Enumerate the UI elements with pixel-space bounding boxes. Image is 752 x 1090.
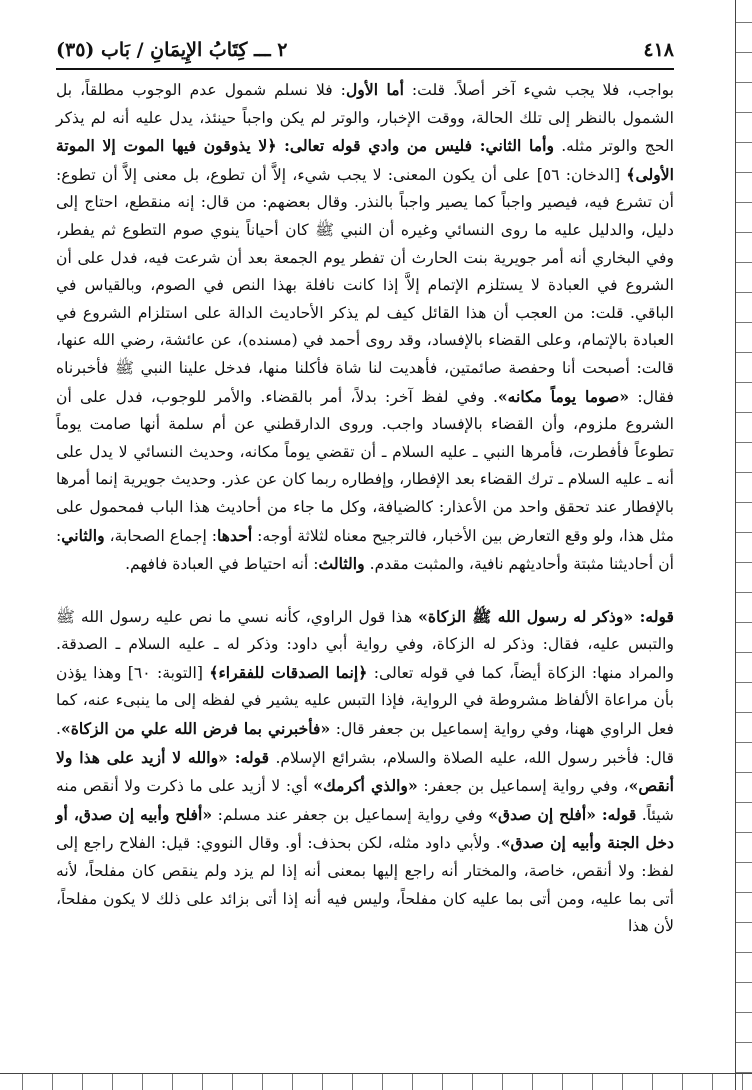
page-number: ٤١٨ [643,39,674,61]
text-segment: وفي رواية إسماعيل بن جعفر عند مسلم: [212,805,489,824]
page-header [56,38,674,62]
text-segment: بواجب، فلا يجب شيء آخر أصلاً. قلت: [403,81,674,99]
text-segment: . وفي لفظ آخر: بدلاً، أمر بالقضاء. والأمر للوجوب، فدل على أن الشروع ملزوم، وأن القضاء بالإفساد واجب. وروى الدارقطني عن أم سلمة أنها صامت يوماً تطوعاً فأفطرت، فأمرها النبي ـ عليه السلام ـ أن تقضي يوماً مكانه، وحديث النسائي لا يدل على أنه ـ عليه السلام ـ ترك القضاء بعد الإفطار، وإفطاره ربما كان عن عذر. وحديث جويرية إنما أمرها بالإفطار عند تحقق واحد من الأعذار: كالضيافة، وكل ما جاء من أحاديث هذا الباب فمحمول على مثل هذا، ولو وقع التعارض بين الأخبار، فالترجيح معناه لثلاثة أوجه: [56,387,675,545]
text-segment: . قال: فأخبر رسول الله، عليه الصلاة والسلام، بشرائع الإسلام. [56,720,674,767]
text-segment: ، وفي رواية إسماعيل بن جعفر: [417,777,629,796]
quran-quote: ﴿إنما الصدقات للفقراء﴾ [209,662,368,682]
text-segment: [الدخان: ٥٦] على أن يكون المعنى: لا يجب شيء، إلاَّ أن تطوع، بل معنى إلاَّ أن تطوع: أن تشرع فيه، فيصير واجباً كما يصير واجباً بالنذر. وقال بعضهم: من قال: إنه منقطع، احتاج إلى دليل، والدليل عليه ما روى النسائي وغيره أن النبي ﷺ كان أحياناً ينوي صوم التطوع ثم يفطر، وفي البخاري أنه أمر جويرية بنت الحارث أن تفطر يوم الجمعة بعد أن شرعت فيه، فدل على أن الشروع في العبادة لا يستلزم الإتمام إلاَّ إذا كانت نافلة بهذا النص في الصوم، وبالقياس في الباقي. قلت: من العجب أن هذا القائل كيف لم يذكر الأحاديث الدالة على استلزام الشروع في العبادة بالإتمام، وعلى القضاء بالإفساد، وقد روى أحمد في (مسنده)، عن عائشة، رضي الله عنها، قالت: أصبحت أنا وحفصة صائمتين، فأهديت لنا شاة فأكلنا منها، فدخل علينا النبي ﷺ فأخبرناه فقال: [56,165,675,406]
section-heading: والثاني [61,525,105,545]
hadith-quote: «والذي أكرمك» [313,776,418,796]
header-rule [56,68,674,70]
text-segment: هذا قول الراوي، كأنه نسي ما نص عليه رسول الله ﷺ والتبس عليه، فقال: وذكر له الزكاة، وفي رواية أبي داود: وذكر له ـ عليه السلام ـ الصدقة. والمراد منها: الزكاة أيضاً، كما في قوله تعالى: [56,607,675,682]
text-segment: أي: لا أزيد على ما ذكرت ولا أنقص منه شيئاً. [56,777,674,824]
section-heading: أحدها [217,525,253,545]
text-segment: : أن أحاديثنا مثبتة وأحاديثهم نافية، والمثبت مقدم. [56,526,674,574]
running-title: ٢ ـــ كِتَابُ الإِيمَانِ / بَاب (٣٥) [56,39,288,61]
hadith-quote: قوله: «والله لا أزيد على هذا ولا أنقص» [56,747,675,796]
section-heading: أما الأول [345,80,404,99]
hadith-quote: قوله: «أفلح إن صدق» [488,804,637,824]
ornamental-border-right [735,0,752,1090]
hadith-quote: «أفلح وأبيه إن صدق، أو دخل الجنة وأبيه إن صدق» [56,804,674,853]
hadith-quote: «فأخبرني بما فرض الله علي من الزكاة» [60,719,331,739]
paragraph-commentary-1 [56,76,674,579]
text-segment: [التوبة: ٦٠] وهذا يؤذن بأن مراعاة الألفاظ مشروطة في الرواية، فإذا التبس عليه يشير في لفظه إلى ما ينبىء عنه، كما فعل الراوي ههنا، وفي رواية إسماعيل بن جعفر قال: [56,663,674,739]
text-segment: : فلا نسلم شمول عدم الوجوب مطلقاً، بل الشمول بالنظر إلى تلك الحالة، ووقت الإخبار، والوتر لم يكن واجباً حينئذ، يدل عليه أنه لم يذكر الحج والوتر مثله. [56,81,674,156]
hadith-quote: قوله: «وذكر له رسول الله ﷺ الزكاة» [418,606,675,626]
section-heading: والثالث [318,554,365,574]
text-segment: . ولأبي داود مثله، لكن بحذف: أو. وقال النووي: قيل: الفلاح راجع إلى لفظ: ولا أنقص، خاصة، والمختار أنه راجع إليها بمعنى أنه إذا لم يزد ولم ينقص كان مفلحاً، لأنه أتى بما عليه، ومن أتى بما عليه كان مفلحاً، وليس فيه أنه إذا أتى بزائد على ذلك لا يكون مفلحاً، لأن هذا [56,834,674,936]
paragraph-commentary-2 [56,603,674,941]
quran-quote: : فليس من وادي قوله تعالى: ﴿لا يذوقون فيها الموت إلا الموتة الأولى﴾ [56,136,674,184]
text-segment: : أنه احتياط في العبادة فافهم. [125,555,319,574]
hadith-quote: «صوما يوماً مكانه» [497,386,630,406]
page-body [56,76,674,941]
text-segment: : إجماع الصحابة، [104,526,218,545]
section-heading: وأما الثاني [485,136,554,156]
ornamental-border-bottom [0,1073,752,1090]
